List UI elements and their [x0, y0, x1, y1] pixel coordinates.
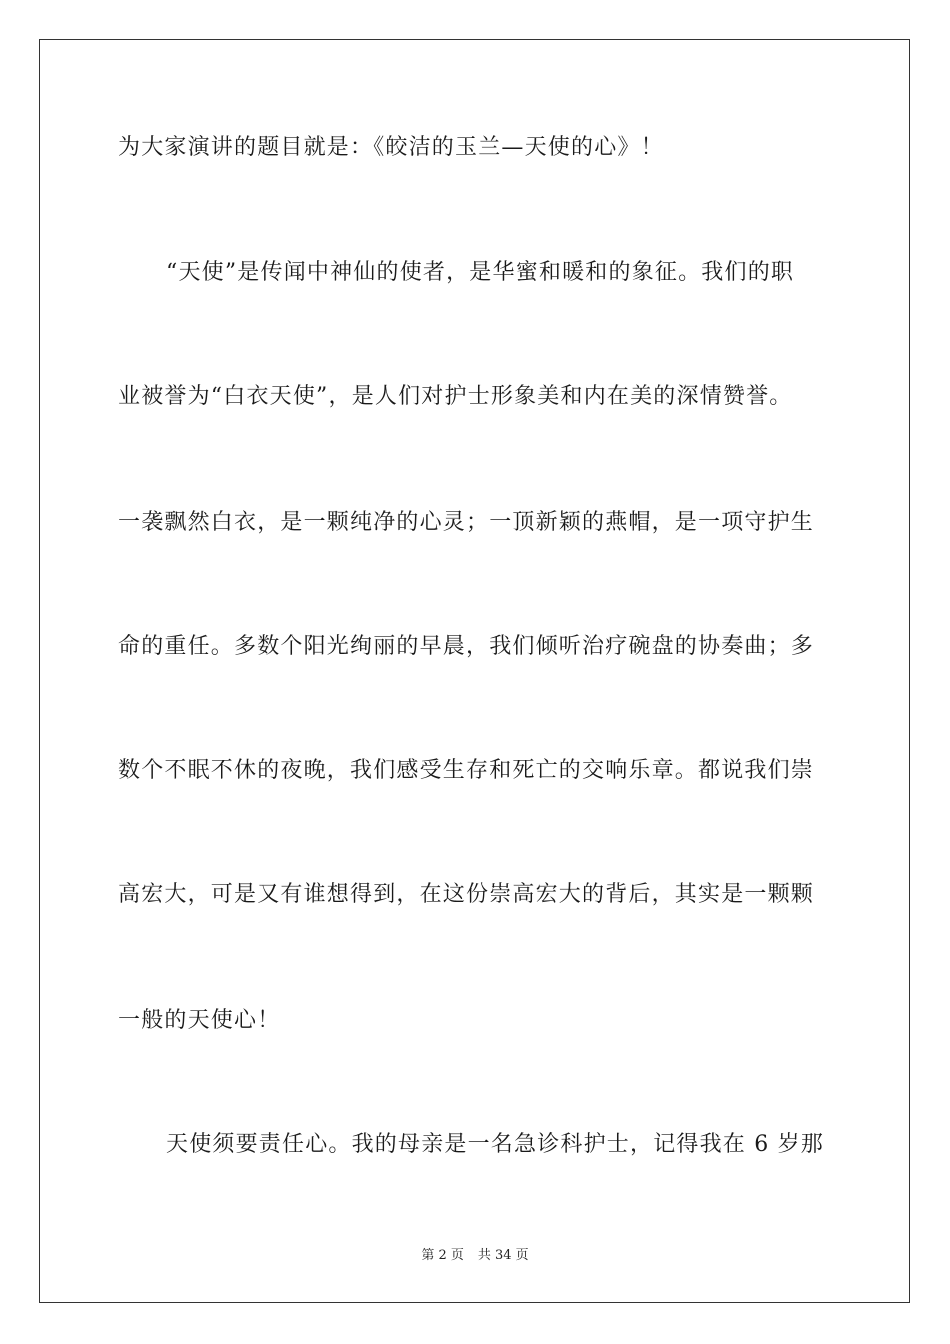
body-text-line: 命的重任。多数个阳光绚丽的早晨，我们倾听治疗碗盘的协奏曲；多 [118, 634, 815, 659]
page-border [39, 39, 910, 1303]
body-text-line: 天使须要责任心。我的母亲是一名急诊科护士，记得我在 6 岁那 [166, 1132, 824, 1157]
page-footer [0, 1247, 950, 1265]
body-text-line: 为大家演讲的题目就是：《皎洁的玉兰—天使的心》！ [118, 135, 664, 160]
body-text-line: “天使”是传闻中神仙的使者，是华蜜和暖和的象征。我们的职 [166, 260, 795, 285]
body-text-line: 业被誉为“白衣天使”，是人们对护士形象美和内在美的深情赞誉。 [118, 384, 793, 409]
body-text-line: 数个不眠不休的夜晚，我们感受生存和死亡的交响乐章。都说我们崇 [118, 758, 815, 783]
page-total: 共 34 页 [477, 1248, 529, 1263]
page-number: 第 2 页 [421, 1248, 464, 1263]
body-text-line: 高宏大，可是又有谁想得到，在这份崇高宏大的背后，其实是一颗颗 [118, 882, 815, 907]
body-text-line: 一般的天使心！ [118, 1008, 281, 1033]
body-text-line: 一袭飘然白衣，是一颗纯净的心灵；一顶新颖的燕帽，是一项守护生 [118, 510, 815, 535]
